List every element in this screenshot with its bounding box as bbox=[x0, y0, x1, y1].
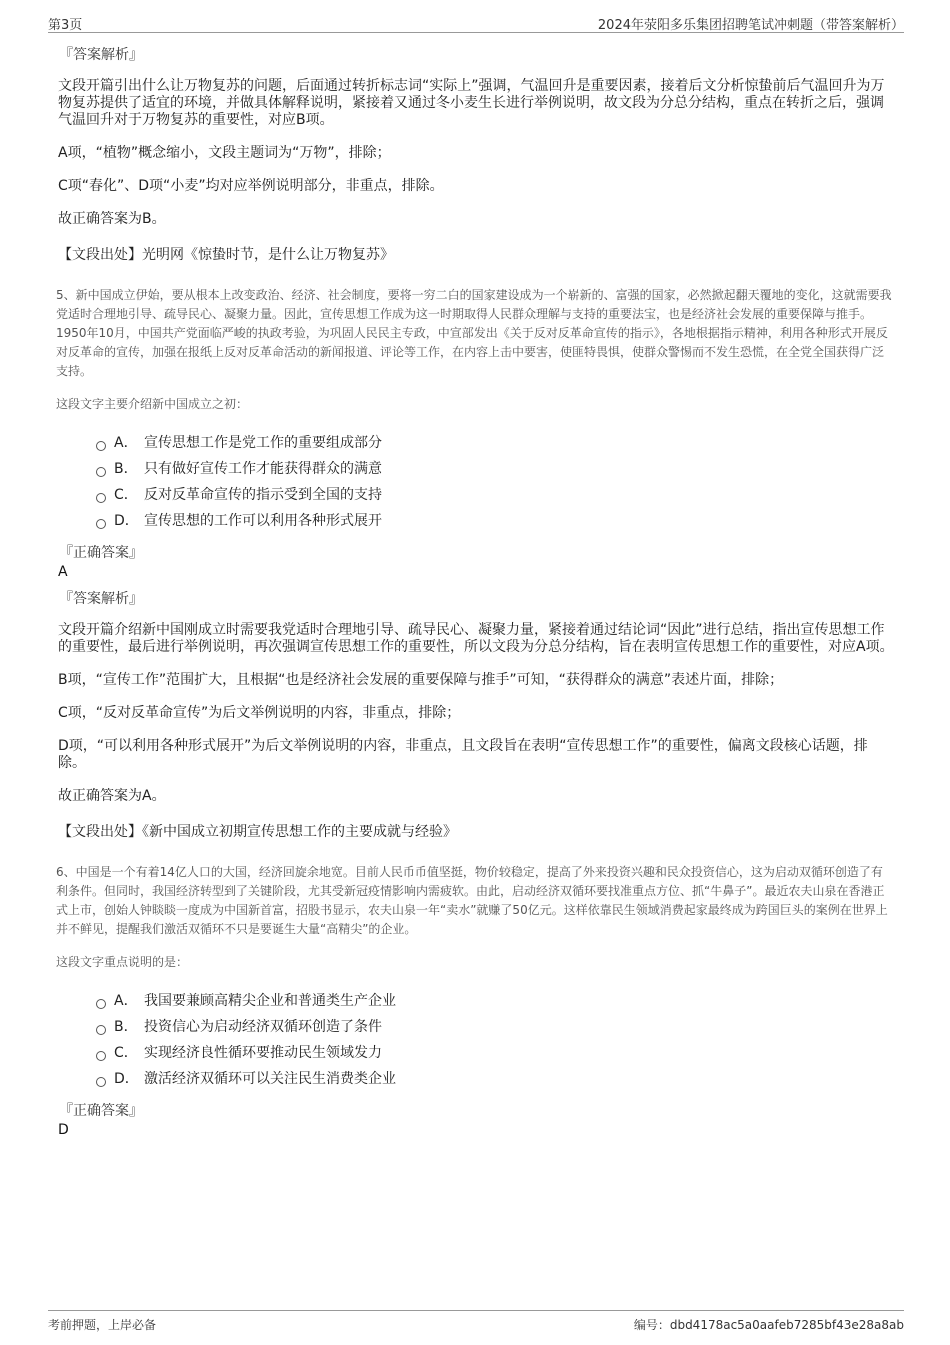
page-header bbox=[48, 12, 904, 33]
page-footer bbox=[48, 1310, 904, 1335]
q5-text: 5、新中国成立伊始，要从根本上改变政治、经济、社会制度，要将一穷二白的国家建设成为一个崭新的、富强的国家，必然掀起翻天覆地的变化，这就需要我党适时合理地引导、疏导民心、凝聚力量。因此，宣传思想工作成为这一时期取得人民群众理解与支持的重要法宝，也是经济社会发展的重要保障与推手。1950年10月，中国共产党面临严峻的执政考验，为巩固人民民主专政，中宣部发出《关于反对反革命宣传的指示》，各地根据指示精神，利用各种形式开展反对反革命的宣传，加强在报纸上反对反革命活动的新闻报道、评论等工作，在内容上击中要害，使匪特畏惧，使群众警惕而不发生恐慌，在全党全国获得广泛支持。 bbox=[56, 288, 892, 378]
q5-analysis-label: 『答案解析』 bbox=[59, 591, 143, 607]
q6-answer: D bbox=[58, 1122, 69, 1138]
q5-option-a[interactable]: A． 宣传思想工作是党工作的重要组成部分 bbox=[96, 430, 894, 456]
q6-prompt: 这段文字重点说明的是： bbox=[56, 955, 189, 969]
q5-analysis-paragraph: C项，“反对反革命宣传”为后文举例说明的内容，非重点，排除； bbox=[58, 705, 461, 721]
q5-analysis-paragraph: B项，“宣传工作”范围扩大，且根据“也是经济社会发展的重要保障与推手”可知，“获得群众的满意”表述片面，排除； bbox=[58, 672, 784, 688]
q4-analysis-label: 『答案解析』 bbox=[59, 47, 143, 63]
q5-analysis-paragraph: 故正确答案为A。 bbox=[58, 788, 166, 804]
q6-option-c[interactable]: C． 实现经济良性循环要推动民生领域发力 bbox=[96, 1040, 894, 1066]
document-title: 2024年荥阳多乐集团招聘笔试冲刺题（带答案解析） bbox=[597, 18, 904, 33]
radio-icon[interactable] bbox=[96, 467, 106, 477]
q4-analysis-paragraph: C项“春化”、D项“小麦”均对应举例说明部分，非重点，排除。 bbox=[58, 178, 444, 194]
q5-source: 【文段出处】《新中国成立初期宣传思想工作的主要成就与经验》 bbox=[58, 824, 457, 840]
q4-source: 【文段出处】光明网《惊蛰时节，是什么让万物复苏》 bbox=[58, 247, 394, 263]
q6-option-b[interactable]: B． 投资信心为启动经济双循环创造了条件 bbox=[96, 1014, 894, 1040]
q5-prompt: 这段文字主要介绍新中国成立之初： bbox=[56, 397, 249, 411]
radio-icon[interactable] bbox=[96, 519, 106, 529]
q5-options bbox=[96, 430, 894, 534]
q5-option-d[interactable]: D． 宣传思想的工作可以利用各种形式展开 bbox=[96, 508, 894, 534]
q6-text: 6、中国是一个有着14亿人口的大国，经济回旋余地宽。目前人民币币值坚挺，物价较稳定，提高了外来投资兴趣和民众投资信心，这为启动双循环创造了有利条件。但同时，我国经济转型到了关键阶段，尤其受新冠疫情影响内需疲软。由此，启动经济双循环要找准重点方位、抓“牛鼻子”。最近农夫山泉在香港正式上市，创始人钟睒睒一度成为中国新首富，招股书显示，农夫山泉一年“卖水”就赚了50亿元。这样依靠民生领域消费起家最终成为跨国巨头的案例在世界上并不鲜见，提醒我们激活双循环不只是要诞生大量“高精尖”的企业。 bbox=[56, 865, 888, 936]
main-content bbox=[56, 44, 894, 1146]
q6-option-a[interactable]: A． 我国要兼顾高精尖企业和普通类生产企业 bbox=[96, 988, 894, 1014]
q6-options bbox=[96, 988, 894, 1092]
footer-slogan: 考前押题，上岸必备 bbox=[48, 1318, 157, 1332]
document-code: 编号：dbd4178ac5a0aafeb7285bf43e28a8ab bbox=[633, 1318, 904, 1332]
radio-icon[interactable] bbox=[96, 1025, 106, 1035]
radio-icon[interactable] bbox=[96, 1077, 106, 1087]
q5-answer: A bbox=[58, 564, 68, 580]
q4-analysis-paragraph: 故正确答案为B。 bbox=[58, 211, 166, 227]
q5-answer-label: 『正确答案』 bbox=[59, 545, 143, 561]
q6-option-d[interactable]: D． 激活经济双循环可以关注民生消费类企业 bbox=[96, 1066, 894, 1092]
radio-icon[interactable] bbox=[96, 1051, 106, 1061]
q5-analysis-paragraph: D项，“可以利用各种形式展开”为后文举例说明的内容，非重点，且文段旨在表明“宣传思想工作”的重要性，偏离文段核心话题，排除。 bbox=[58, 738, 868, 771]
q4-analysis-paragraph: A项，“植物”概念缩小，文段主题词为“万物”，排除； bbox=[58, 145, 391, 161]
q5-option-b[interactable]: B． 只有做好宣传工作才能获得群众的满意 bbox=[96, 456, 894, 482]
radio-icon[interactable] bbox=[96, 493, 106, 503]
q6-answer-label: 『正确答案』 bbox=[59, 1103, 143, 1119]
radio-icon[interactable] bbox=[96, 441, 106, 451]
page-number: 第3页 bbox=[48, 18, 83, 33]
q4-analysis-paragraph: 文段开篇引出什么让万物复苏的问题，后面通过转折标志词“实际上”强调，气温回升是重要因素，接着后文分析惊蛰前后气温回升为万物复苏提供了适宜的环境，并做具体解释说明，紧接着又通过冬小麦生长进行举例说明，故文段为分总分结构，重点在转折之后，强调气温回升对于万物复苏的重要性，对应B项。 bbox=[58, 78, 885, 128]
q5-option-c[interactable]: C． 反对反革命宣传的指示受到全国的支持 bbox=[96, 482, 894, 508]
radio-icon[interactable] bbox=[96, 999, 106, 1009]
q5-analysis-paragraph: 文段开篇介绍新中国刚成立时需要我党适时合理地引导、疏导民心、凝聚力量，紧接着通过结论词“因此”进行总结，指出宣传思想工作的重要性，最后进行举例说明，再次强调宣传思想工作的重要性，所以文段为分总分结构，旨在表明宣传思想工作的重要性，对应A项。 bbox=[58, 622, 894, 655]
